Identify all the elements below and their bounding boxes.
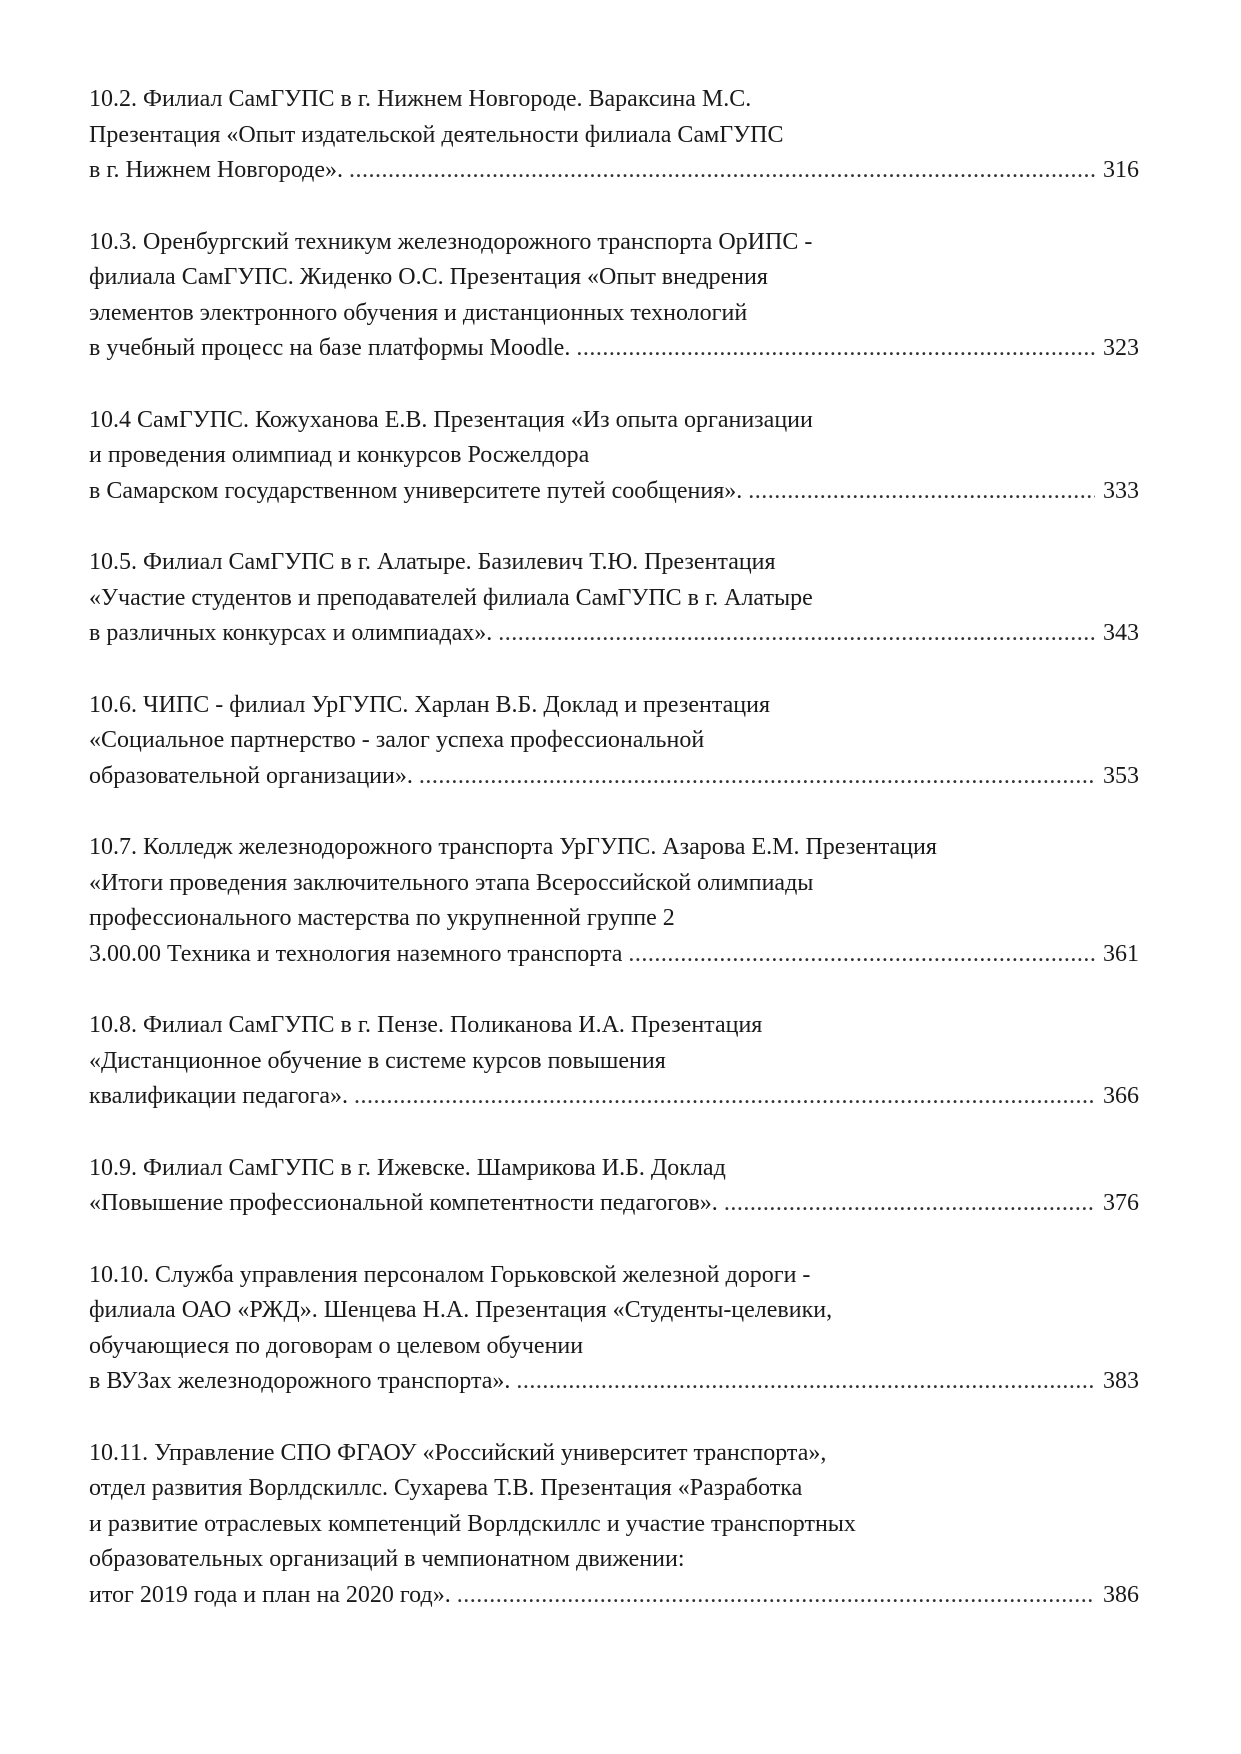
page-number: 353 [1103, 762, 1139, 789]
page-number: 343 [1103, 620, 1139, 646]
toc-entry[interactable] [89, 82, 1139, 189]
dot-leader [354, 1079, 1095, 1115]
page-number: 323 [1103, 335, 1139, 361]
toc-entry-last-line [89, 937, 1139, 973]
toc-entry-line: 10.5. Филиал СамГУПС в г. Алатыре. Базилевич Т.Ю. Презентация [89, 549, 776, 575]
page-number: 366 [1103, 1083, 1139, 1109]
toc-entry-line: и развитие отраслевых компетенций Ворлдскиллс и участие транспортных [89, 1510, 856, 1537]
toc-entry-last-line [89, 759, 1139, 795]
toc-entry-line: филиала ОАО «РЖД». Шенцева Н.А. Презентация «Студенты-целевики, [89, 1297, 833, 1323]
dot-leader [516, 1364, 1095, 1400]
toc-entry-line: 10.4 СамГУПС. Кожуханова Е.В. Презентация «Из опыта организации [89, 406, 813, 433]
toc-entry-line: 10.6. ЧИПС - филиал УрГУПС. Харлан В.Б. Доклад и презентация [89, 691, 770, 718]
toc-entry[interactable] [89, 403, 1139, 510]
dot-leader [419, 759, 1095, 795]
toc-entry-title-end: «Повышение профессиональной компетентности педагогов». [89, 1190, 718, 1216]
page-number: 383 [1103, 1368, 1139, 1394]
toc-entry-title-end: в Самарском государственном университете путей сообщения». [89, 477, 743, 504]
toc-entry-line: «Участие студентов и преподавателей филиала СамГУПС в г. Алатыре [89, 584, 813, 611]
toc-entry-line: 10.11. Управление СПО ФГАОУ «Российский университет транспорта», [89, 1439, 827, 1466]
toc-entry[interactable] [89, 1151, 1139, 1222]
toc-entry-line: образовательных организаций в чемпионатном движении: [89, 1546, 685, 1572]
toc-entry[interactable] [89, 545, 1139, 652]
toc-entry-last-line [89, 1186, 1139, 1222]
toc-entry[interactable] [89, 688, 1139, 795]
toc-entry-title-end: в ВУЗах железнодорожного транспорта». [89, 1368, 511, 1394]
dot-leader [628, 937, 1095, 973]
toc-entry-title-end: в различных конкурсах и олимпиадах». [89, 620, 493, 646]
toc-entry-line: отдел развития Ворлдскиллс. Сухарева Т.В. Презентация «Разработка [89, 1475, 803, 1501]
toc-entry-line: 10.3. Оренбургский техникум железнодорожного транспорта ОрИПС - [89, 228, 813, 255]
page-number: 386 [1103, 1581, 1139, 1608]
toc-entry[interactable] [89, 225, 1139, 367]
toc-entry-line: 10.8. Филиал СамГУПС в г. Пензе. Поликанова И.А. Презентация [89, 1012, 763, 1038]
toc-entry-last-line [89, 1079, 1139, 1115]
dot-leader [748, 474, 1095, 510]
toc-entry-line: 10.10. Служба управления персоналом Горьковской железной дороги - [89, 1261, 811, 1288]
toc-entry-line: 10.9. Филиал СамГУПС в г. Ижевске. Шамрикова И.Б. Доклад [89, 1154, 726, 1181]
toc-entry-last-line [89, 331, 1139, 367]
page-number: 361 [1103, 940, 1139, 967]
toc-entry-last-line [89, 1364, 1139, 1400]
toc-entry-title-end: в г. Нижнем Новгороде». [89, 157, 343, 183]
dot-leader [724, 1186, 1095, 1222]
dot-leader [349, 153, 1095, 189]
toc-entry-line: и проведения олимпиад и конкурсов Росжелдора [89, 442, 590, 468]
dot-leader [457, 1578, 1095, 1614]
toc-entry-title-end: 3.00.00 Техника и технология наземного транспорта [89, 940, 623, 967]
toc-entry-line: «Итоги проведения заключительного этапа Всероссийской олимпиады [89, 869, 814, 896]
toc-entry-title-end: итог 2019 года и план на 2020 год». [89, 1581, 451, 1608]
toc-entry[interactable] [89, 1008, 1139, 1115]
dot-leader [576, 331, 1095, 367]
toc-entry-line: профессионального мастерства по укрупненной группе 2 [89, 905, 675, 931]
toc-entry-line: Презентация «Опыт издательской деятельности филиала СамГУПС [89, 121, 784, 148]
toc-entry-title-end: в учебный процесс на базе платформы Moodle. [89, 335, 571, 361]
toc-entry-line: 10.2. Филиал СамГУПС в г. Нижнем Новгороде. Вараксина М.С. [89, 86, 752, 112]
toc-entry-last-line [89, 153, 1139, 189]
toc-entry-line: 10.7. Колледж железнодорожного транспорта УрГУПС. Азарова Е.М. Презентация [89, 834, 937, 860]
page-number: 376 [1103, 1190, 1139, 1216]
toc-entry-line: «Дистанционное обучение в системе курсов повышения [89, 1047, 666, 1074]
toc-entry-last-line [89, 1578, 1139, 1614]
page-number: 316 [1103, 157, 1139, 183]
toc-entry-line: обучающиеся по договорам о целевом обучении [89, 1332, 584, 1359]
page-number: 333 [1103, 477, 1139, 504]
table-of-contents [89, 82, 1139, 1649]
toc-entry-last-line [89, 616, 1139, 652]
toc-entry[interactable] [89, 830, 1139, 972]
dot-leader [498, 616, 1095, 652]
toc-entry-last-line [89, 474, 1139, 510]
toc-entry-line: элементов электронного обучения и дистанционных технологий [89, 299, 748, 326]
toc-entry-title-end: квалификации педагога». [89, 1083, 349, 1109]
toc-entry[interactable] [89, 1436, 1139, 1614]
toc-entry-line: «Социальное партнерство - залог успеха профессиональной [89, 727, 705, 753]
toc-entry[interactable] [89, 1258, 1139, 1400]
toc-entry-line: филиала СамГУПС. Жиденко О.С. Презентация «Опыт внедрения [89, 264, 768, 290]
toc-entry-title-end: образовательной организации». [89, 762, 413, 789]
